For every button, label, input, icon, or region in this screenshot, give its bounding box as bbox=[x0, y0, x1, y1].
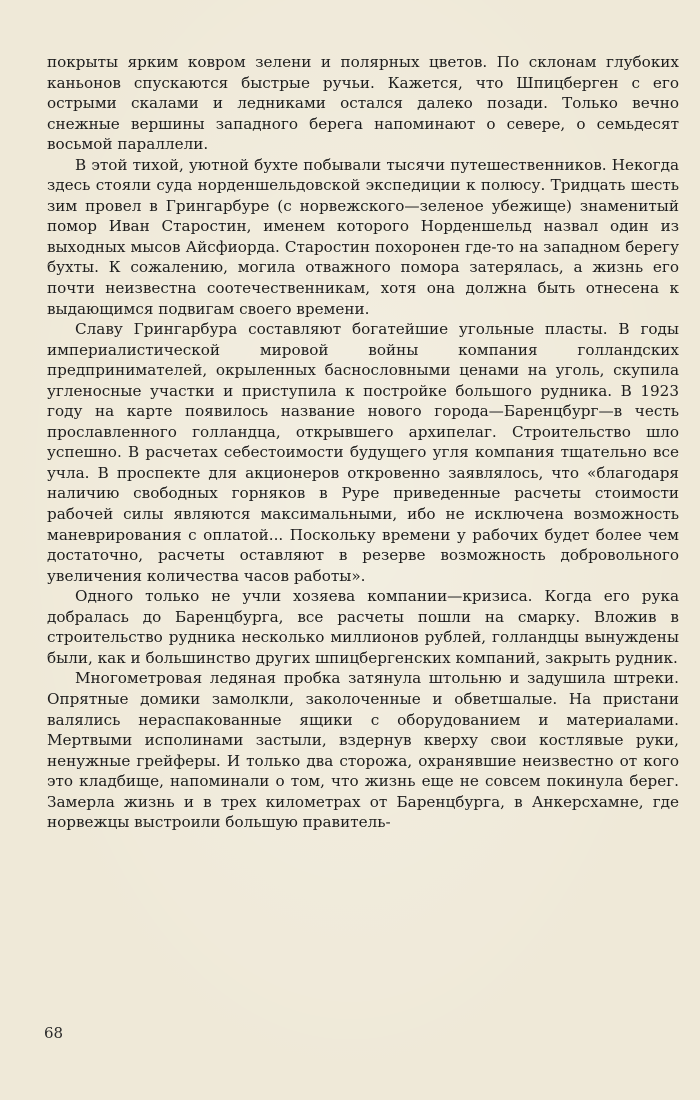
page-number: 68 bbox=[44, 1024, 64, 1042]
paragraph-3: Славу Грингарбура составляют богатейшие угольные пласты. В годы империалистической мировой войны компания голландских предпринимателей, окрыленных баснословными ценами на уголь, скупила угленосные участки и приступила к постройке большого рудника. В 1923 году на карте появилось название нового города—Баренцбург—в честь прославленного голландца, открывшего архипелаг. Строительство шло успешно. В расчетах себестоимости будущего угля компания тщательно все учла. В проспекте для акционеров откровенно заявлялось, что «благодаря наличию свободных горняков в Руре приведенные расчеты стоимости рабочей силы являются максимальными, ибо не исключена возможность маневрирования с оплатой... Поскольку времени у рабочих будет более чем достаточно, расчеты оставляют в резерве возможность добровольного увеличения количества часов работы». bbox=[47, 320, 679, 585]
body-text bbox=[47, 52, 679, 833]
paragraph-4: Одного только не учли хозяева компании—кризиса. Когда его рука добралась до Баренцбурга, все расчеты пошли на смарку. Вложив в строительство рудника несколько миллионов рублей, голландцы вынуждены были, как и большинство других шпицбергенских компаний, закрыть рудник. bbox=[47, 587, 679, 667]
paragraph-1: покрыты ярким ковром зелени и полярных цветов. По склонам глубоких каньонов спускаются быстрые ручьи. Кажется, что Шпицберген с его острыми скалами и ледниками остался далеко позади. Только вечно снежные вершины западного берега напоминают о севере, о семьдесят восьмой параллели. bbox=[47, 53, 679, 154]
paragraph-2: В этой тихой, уютной бухте побывали тысячи путешественников. Некогда здесь стояли суда норденшельдовской экспедиции к полюсу. Тридцать шесть зим провел в Грингарбуре (с норвежского—зеленое убежище) знаменитый помор Иван Старостин, именем которого Норденшельд назвал один из выходных мысов Айсфиорда. Старостин похоронен где-то на западном берегу бухты. К сожалению, могила отважного помора затерялась, а жизнь его почти неизвестна соотечественникам, хотя она должна быть отнесена к выдающимся подвигам своего времени. bbox=[47, 155, 679, 318]
paragraph-5: Многометровая ледяная пробка затянула штольню и задушила штреки. Опрятные домики замолкли, заколоченные и обветшалые. На пристани валялись нераспакованные ящики с оборудованием и материалами. Мертвыми исполинами застыли, вздернув кверху свои костлявые руки, ненужные грейферы. И только два сторожа, охранявшие неизвестно от кого это кладбище, напоминали о том, что жизнь еще не совсем покинула берег. Замерла жизнь и в трех километрах от Баренцбурга, в Анкерсхамне, где норвежцы выстроили большую правитель- bbox=[47, 669, 679, 832]
